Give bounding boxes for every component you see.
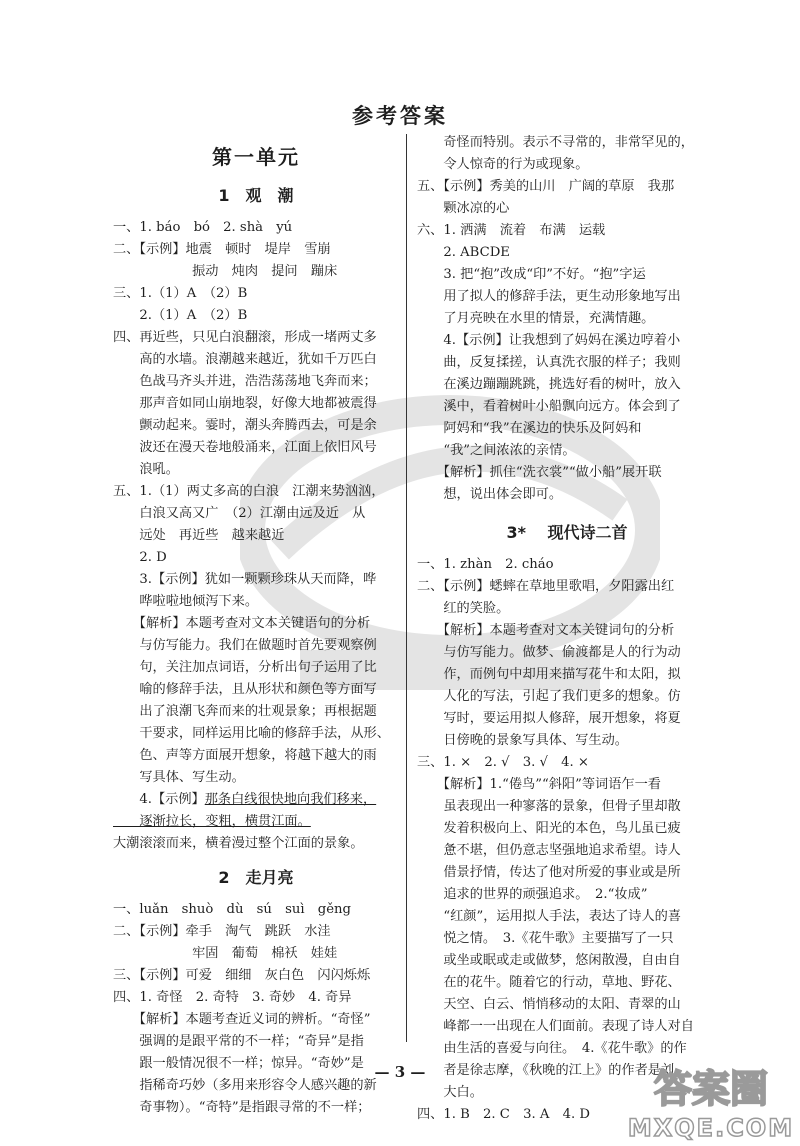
right-column — [417, 132, 717, 1126]
answer-line: 振动 炖肉 提问 蹦床 — [113, 264, 338, 279]
answer-line: 4.【示例】让我想到了妈妈在溪边哼着小 — [417, 333, 681, 348]
answer-line: 追求的世界的顽强追求。 2.“妆成” — [417, 887, 648, 902]
answer-line: 一、luǎn shuò dù sú suì gěng — [113, 902, 351, 917]
answer-line: 惫不堪，但仍意志坚强地追求希望。诗人 — [417, 843, 681, 858]
answer-line: 喻的修辞手法，且从形状和颜色等方面写 — [113, 682, 377, 697]
answer-line: 曲，反复揉搓，认真洗衣服的样子；我则 — [417, 355, 681, 370]
underlined-text: 逐渐拉长，变粗，横贯江面。 — [113, 814, 311, 829]
answer-line: “我”之间浓浓的亲情。 — [417, 443, 576, 458]
answer-line: 干要求，同样运用比喻的修辞手法，从形、 — [113, 726, 390, 741]
answer-line: 悦之情。 3.《花牛歌》主要描写了一只 — [417, 931, 674, 946]
answer-line: 跟一般情况很不一样；惊异。“奇妙”是 — [113, 1056, 364, 1071]
answer-line: 【解析】抓住“洗衣裳”“做小船”展开联 — [417, 465, 662, 480]
answer-line: 二、【示例】牵手 淘气 跳跃 水洼 — [113, 924, 331, 939]
answer-line: 【解析】1.“倦鸟”“斜阳”等词语乍一看 — [417, 777, 661, 792]
answer-line: 三、1.（1）A （2）B — [113, 286, 248, 301]
lesson-3-title: 3* 现代诗二首 — [506, 523, 628, 542]
column-divider — [406, 134, 407, 1042]
answer-line: 四、再近些，只见白浪翻滚，形成一堵两丈多 — [113, 330, 377, 345]
answer-line: 2.（1）A （2）B — [113, 308, 248, 323]
answer-line: 哗啦啦地倾泻下来。 — [113, 594, 259, 609]
answer-line: 溪中，看着树叶小船飘向远方。体会到了 — [417, 399, 681, 414]
answer-line: 写时，要运用拟人修辞，展开想象，将夏 — [417, 711, 681, 726]
answer-line: 3. 把“抱”改成“印”不好。“抱”字运 — [417, 267, 646, 282]
answer-line: 阿妈和“我”在溪边的快乐及阿妈和 — [417, 421, 642, 436]
lesson-2-answers — [113, 899, 399, 1119]
left-column — [113, 132, 399, 1119]
lesson-2-continued — [417, 132, 717, 506]
page-number: — 3 — — [374, 1063, 426, 1081]
answer-line: 二、【示例】地震 顿时 堤岸 雪崩 — [113, 242, 331, 257]
answer-line: 由生活的喜爱与向往。 4.《花牛歌》的作 — [417, 1041, 687, 1056]
site-logo — [626, 1058, 796, 1142]
answer-line: 指稀奇巧妙（多用来形容令人感兴趣的新 — [113, 1078, 377, 1093]
answer-line: 虽表现出一种寥落的景象，但骨子里却散 — [417, 799, 681, 814]
answer-line: 出了浪潮飞奔而来的壮观景象；再根据题 — [113, 704, 377, 719]
answer-line: 2. D — [113, 550, 167, 565]
answer-line: 颗冰凉的心 — [417, 201, 510, 216]
answer-line: 【解析】本题考查近义词的辨析。“奇怪” — [113, 1012, 371, 1027]
answer-line: 一、1. báo bó 2. shà yú — [113, 220, 293, 235]
answer-line: 一、1. zhàn 2. cháo — [417, 557, 554, 572]
answer-line: 天空、白云、悄悄移动的太阳、青翠的山 — [417, 997, 681, 1012]
answer-line: 强调的是跟平常的不一样；“奇异”是指 — [113, 1034, 364, 1049]
answer-line: 借景抒情，传达了他对所爱的事业或是所 — [417, 865, 681, 880]
answer-line: 与仿写能力。做梦、偷渡都是人的行为动 — [417, 645, 681, 660]
answer-line: 大白。 — [417, 1085, 483, 1100]
page-title: 参考答案 — [352, 104, 448, 128]
lesson-1-title: 1 观 潮 — [218, 186, 294, 205]
answer-line: 四、1. 奇怪 2. 奇特 3. 奇妙 4. 奇异 — [113, 990, 352, 1005]
answer-line: 写具体、写生动。 — [113, 770, 245, 785]
answer-line: 红的笑脸。 — [417, 601, 510, 616]
answer-line: 二、【示例】蟋蟀在草地里歌唱，夕阳露出红 — [417, 579, 675, 594]
answer-line: “红颜”，运用拟人手法，表达了诗人的喜 — [417, 909, 682, 924]
answer-line: 奇事物）。“奇特”是指跟寻常的不一样； — [113, 1100, 371, 1115]
answer-line: 想，说出体会即可。 — [417, 487, 563, 502]
logo-text: 答案圈 — [653, 1067, 769, 1111]
answer-line: 白浪又高又广 （2）江潮由远及近 从 — [113, 506, 366, 521]
answer-line: 高的水墙。浪潮越来越近，犹如千万匹白 — [113, 352, 377, 367]
answer-line: 了月亮映在水里的情景，充满情趣。 — [417, 311, 655, 326]
answer-line: 令人惊奇的行为或现象。 — [417, 157, 589, 172]
answer-line: 2. ABCDE — [417, 245, 510, 260]
answer-line: 作，而例句中却用来描写花牛和太阳，拟 — [417, 667, 681, 682]
answer-line: 五、【示例】秀美的山川 广阔的草原 我那 — [417, 179, 675, 194]
answer-line: 牢固 葡萄 棉袄 娃娃 — [113, 946, 338, 961]
answer-line: 发着积极向上、阳光的本色，鸟儿虽已疲 — [417, 821, 681, 836]
answer-line: 色战马齐头并进，浩浩荡荡地飞奔而来； — [113, 374, 377, 389]
lesson-1-answers — [113, 217, 399, 789]
answer-line: 4.【示例】那条白线很快地向我们移来， — [113, 792, 377, 807]
answer-line: 3.【示例】犹如一颗颗珍珠从天而降，哗 — [113, 572, 377, 587]
answer-line: 人化的写法，引起了我们更多的想象。仿 — [417, 689, 681, 704]
answer-line: 远处 再近些 越来越近 — [113, 528, 285, 543]
answer-line: 用了拟人的修辞手法，更生动形象地写出 — [417, 289, 681, 304]
unit-title: 第一单元 — [212, 145, 300, 169]
answer-line: 在的花牛。随着它的行动，草地、野花、 — [417, 975, 681, 990]
answer-line: 在溪边蹦蹦跳跳，挑选好看的树叶，放入 — [417, 377, 681, 392]
answer-line: 【解析】本题考查对文本关键语句的分析 — [113, 616, 371, 631]
answer-line: 颤动起来。霎时，潮头奔腾西去，可是余 — [113, 418, 377, 433]
answer-line: 色、声等方面展开想象，将越下越大的雨 — [113, 748, 377, 763]
answer-line: 【解析】本题考查对文本关键词句的分析 — [417, 623, 675, 638]
answer-line: 那声音如同山崩地裂，好像大地都被震得 — [113, 396, 377, 411]
answer-line: 大潮滚滚而来，横着漫过整个江面的景象。 — [113, 836, 364, 851]
answer-line: 奇怪而特别。表示不寻常的，非常罕见的， — [417, 135, 694, 150]
answer-line: 六、1. 洒满 流着 布满 运载 — [417, 223, 606, 238]
answer-line: 日傍晚的景象写具体、写生动。 — [417, 733, 628, 748]
answer-line: 三、【示例】可爱 细细 灰白色 闪闪烁烁 — [113, 968, 371, 983]
answer-line: 与仿写能力。我们在做题时首先要观察例 — [113, 638, 377, 653]
lesson-3-answers — [417, 554, 717, 1126]
underlined-text: 那条白线很快地向我们移来， — [204, 792, 377, 807]
answer-line: 五、1.（1）两丈多高的白浪 江潮来势汹汹， — [113, 484, 385, 499]
answer-line — [113, 811, 399, 833]
answer-line: 四、1. B 2. C 3. A 4. D — [417, 1107, 590, 1122]
answer-line: 或坐或眠或走或做梦，悠闲散漫，自由自 — [417, 953, 681, 968]
answer-line: 句，关注加点词语，分析出句子运用了比 — [113, 660, 377, 675]
answer-line: 三、1. × 2. √ 3. √ 4. × — [417, 755, 589, 770]
answer-line: 峰都一一出现在人们面前。表现了诗人对自 — [417, 1019, 694, 1034]
logo-url: MXQE.COM — [627, 1114, 795, 1142]
answer-line: 波还在漫天卷地般涌来，江面上依旧风号 — [113, 440, 377, 455]
answer-line: 浪吼。 — [113, 462, 179, 477]
lesson-2-title: 2 走月亮 — [218, 868, 294, 887]
answer-line: 者是徐志摩，《秋晚的江上》的作者是刘 — [417, 1063, 675, 1078]
